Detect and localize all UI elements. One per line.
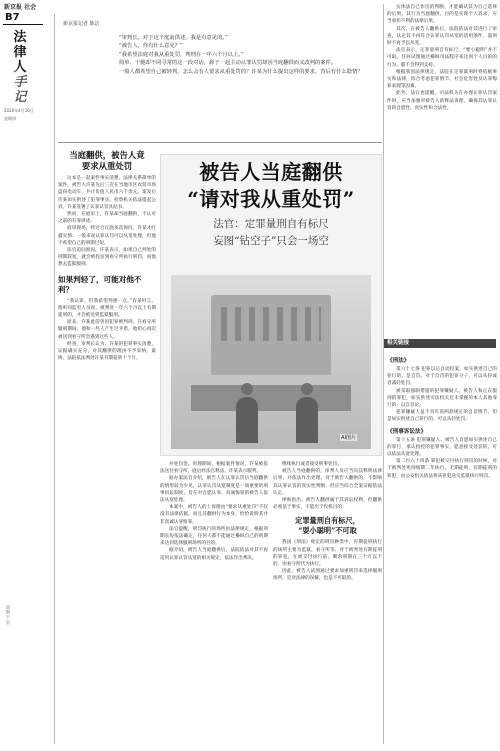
body-paragraph: 被告人当庭翻供的，审判人员应当向其释明法律后果，并依法作出处理。对于被告人翻供的，不影响其认罪认罚的真实性判断，但应当综合全案证据依法认定。 <box>273 469 382 496</box>
person-figure <box>236 397 258 443</box>
section-heading <box>273 516 382 536</box>
body-paragraph: 此外，法官也提醒，司法机关在办理认罪认罚案件时，应当加强对被告人的释法说理，确保其认罪认罚的自愿性、真实性和合法性。 <box>387 91 497 111</box>
body-paragraph: 这本是一起案件事实清楚、法律关系简单的案件。被告人许某先后三次在当地市区农贸市场盗窃电动车，共计价值人民币六千余元。案发后许某如实供述了犯罪事实。检察机关依法提起公诉，许某签署了认罪认罚具结书。 <box>58 176 156 210</box>
person-head <box>301 383 313 395</box>
body-paragraph: 据办案法官介绍，被告人在认罪认罚后当庭翻供的情形较为少见。认罪认罚从宽制度是一项重要的刑事诉讼制度，旨在对自愿认罪、真诚悔罪的被告人依法从宽处理。 <box>160 476 268 504</box>
related-links <box>387 353 497 480</box>
person-head <box>241 383 253 395</box>
lead-paragraph: “审判长，对于这个庭前供述，我是有意见的。” <box>119 35 228 41</box>
body-paragraph: 根据我国法律规定，法院在定罪量刑时将依据事实和法律，综合考虑犯罪情节、社会危害性及认罪悔罪表现等因素。 <box>387 69 497 90</box>
subheadline-line: 法官：定罪量刑自有标尺 <box>213 218 329 230</box>
column-title-char: 法 <box>13 30 27 45</box>
section-subheading: 如果判轻了，可能对他不利？ <box>58 274 142 294</box>
person-figure <box>296 397 318 443</box>
column-title-char: 律 <box>13 45 27 60</box>
body-paragraph: 我国《刑法》规定的刑罚种类中，有期徒刑执行的场所主要为监狱、看守所等。对于被判处有期徒刑的罪犯，在被交付执行前，剩余刑期在三个月以下的，由看守所代为执行。 <box>273 540 382 568</box>
lead-paragraph: 一般人都希望自己被轻判，怎么会有人要求从重处罚的？许某为什么提出这样的要求，背后有什么隐情？ <box>119 68 363 75</box>
body-paragraph: 因此，被告人试图通过要求加重刑罚来选择服刑场所，是对法律的误解，也是不可取的。 <box>273 569 382 582</box>
column-3 <box>273 461 382 583</box>
body-paragraph: 法官提醒，刑罚执行的场所由法律规定，根据刑期长短依法确定，任何人都不能通过操纵自己的刑期来达到选择服刑场所的目的。 <box>160 526 268 547</box>
lead-paragraph: “我希望法庭对我从重处罚，判刑在一年六个月以上。” <box>119 51 244 58</box>
related-item: 第二百六十四条 罪犯被交付执行刑罚的时候，对于被判处死刑缓期二年执行、无期徒刑、有期徒刑的罪犯，由公安机关依法将该罪犯送交监狱执行刑罚。 <box>387 459 497 479</box>
body-paragraph: 本案中，被告人的上诉理由“要求从重处罚”不仅没有法律依据，而且其翻供行为本身，恰恰说明其并非真诚认罪悔罪。 <box>160 505 268 525</box>
column-title-char: 人 <box>13 60 27 75</box>
page-number: B7 <box>5 12 20 23</box>
courtroom-photo <box>171 275 371 449</box>
headline-line: “请对我从重处罚” <box>187 187 355 211</box>
subheadline <box>161 216 381 250</box>
related-links-band: 相关链接 <box>384 339 496 348</box>
related-item: 被采取强制措施的犯罪嫌疑人、被告人和正在服刑的罪犯，如实供述司法机关还未掌握的本人其他罪行的，以自首论。 <box>387 388 497 409</box>
body-paragraph: 并处罚金。审理期间，根据案件情况，许某被依法送往看守所，庭后经法官释法，许某表示服判。 <box>160 462 268 475</box>
related-item: 第十五条 犯罪嫌疑人、被告人自愿如实供述自己的罪行，承认指控的犯罪事实，愿意接受处罚的，可以依法从宽处理。 <box>387 437 497 458</box>
section-heading-line: “耍小聪明”不可取 <box>298 526 357 536</box>
column-1-text <box>58 175 156 269</box>
body-paragraph: 然而，在庭审上，许某却当庭翻供，不认可之前的有罪供述。 <box>58 212 156 225</box>
body-paragraph: 法官追问原因，许某表示，如果自己判处的刑期较短，就会被投送到看守所执行刑罚，而他想去监狱服刑。 <box>58 248 156 268</box>
issue-weekday: 星期四 <box>4 116 16 121</box>
column-3-text-2 <box>273 539 382 582</box>
column-title <box>7 30 33 105</box>
column-2 <box>160 461 268 562</box>
photo-credit: AI图片 <box>341 435 356 441</box>
page-editor: 责编 于 贺 <box>6 605 11 625</box>
masthead: 新京报 社会 <box>4 4 37 11</box>
body-paragraph: 继续执行或者接受刑事处罚。 <box>282 462 342 467</box>
section-heading <box>58 150 156 172</box>
body-paragraph: 其次，在被告人翻供后，法院依法对其进行了审查，认定其不再符合认罪认罚从宽的适用条件，量刑时不再予以从宽。 <box>387 26 497 47</box>
judge-bench <box>191 385 351 411</box>
column-1 <box>58 150 156 362</box>
header-rule <box>3 24 43 25</box>
body-paragraph: 实体法自己作出的判断，才能确认其为自己选择的后果。其行为当庭翻供，目的是实现个人诉求，应当承担不利的法律后果。 <box>387 5 497 25</box>
related-item: 第六十七条 犯罪以后自动投案，如实供述自己的罪行的，是自首。对于自首的犯罪分子，可以从轻或者减轻处罚。 <box>387 367 497 387</box>
section-heading-line: 定罪量刑自有标尺， <box>295 516 360 526</box>
body-paragraph: 法官表示，定罪量刑自有标尺，“要小聪明”并不可取。任何试图通过操纵司法程序来达到个人目的的行为，都不会得到支持。 <box>387 48 497 68</box>
column-3-text <box>273 461 382 511</box>
related-text <box>387 366 497 424</box>
section-heading-line: 要求从重处罚 <box>81 161 133 171</box>
courtroom-wall <box>211 295 331 375</box>
headline-block <box>160 154 382 456</box>
body-paragraph: 经查，审判长认为，许某的犯罪事实清楚，证据确实充分，对其翻供的理由不予采纳。最终，法院依法判处许某有期徒刑十个月。 <box>58 341 156 362</box>
related-heading: 《刑法》 <box>387 358 410 364</box>
sidebar-divider <box>54 14 55 744</box>
issue-date: 2020年4月16日 <box>4 108 34 113</box>
column-title-char: 手 <box>13 75 27 90</box>
headline <box>161 159 381 213</box>
body-paragraph: 原来，许某此前曾因犯罪被判刑，在看守所服刑期间，他和一些人产生过矛盾，他担心再次被送到看守所会遇到这些人。 <box>58 320 156 340</box>
byline: 新京报记者 陈洁 <box>63 21 100 27</box>
column-title-char: 记 <box>13 90 27 105</box>
lead-paragraph: 简单、干脆却不同寻常的这一段对话，源于一起主动认罪认罚却因当庭翻供而又改判的案件。 <box>119 60 337 67</box>
related-item: 犯罪嫌疑人虽不具有前两款规定的自首情节，但是如实供述自己罪行的，可以从轻处罚。 <box>387 410 497 423</box>
right-column-divider <box>383 4 384 744</box>
lead-text <box>110 34 378 76</box>
related-heading: 《刑事诉讼法》 <box>387 428 427 435</box>
column-4 <box>387 4 497 112</box>
body-paragraph: 据介绍，被告人当庭翻供后，法院依法对其不再适用认罪认罚从宽的相关规定，依法作出判决。 <box>160 548 268 561</box>
related-text-2 <box>387 437 497 480</box>
lead-paragraph: “被告人，你有什么意见？” <box>119 43 183 50</box>
headline-line: 被告人当庭翻供 <box>199 160 343 184</box>
column-1-text-2 <box>58 298 156 363</box>
body-paragraph: “我认罪，但我希望判重一点。”许某坦言，他听同监室人员说，被判处一年六个月以上有期徒刑的，才会被送到监狱服刑。 <box>58 298 156 319</box>
lead-rule <box>58 142 382 143</box>
body-paragraph: 律师指出，被告人翻供属于其诉讼权利，但翻供必须基于事实，不能出于投机目的。 <box>273 498 382 511</box>
body-paragraph: 庭审现场，经过合议庭多次询问，许某才吐露实情：一般来说认罪认罚可以从宽处理，但他不希望自己的刑期过短。 <box>58 226 156 246</box>
subheadline-line: 妄图“钻空子”只会一场空 <box>213 235 329 247</box>
section-heading-line: 当庭翻供，被告人竟 <box>69 150 145 160</box>
